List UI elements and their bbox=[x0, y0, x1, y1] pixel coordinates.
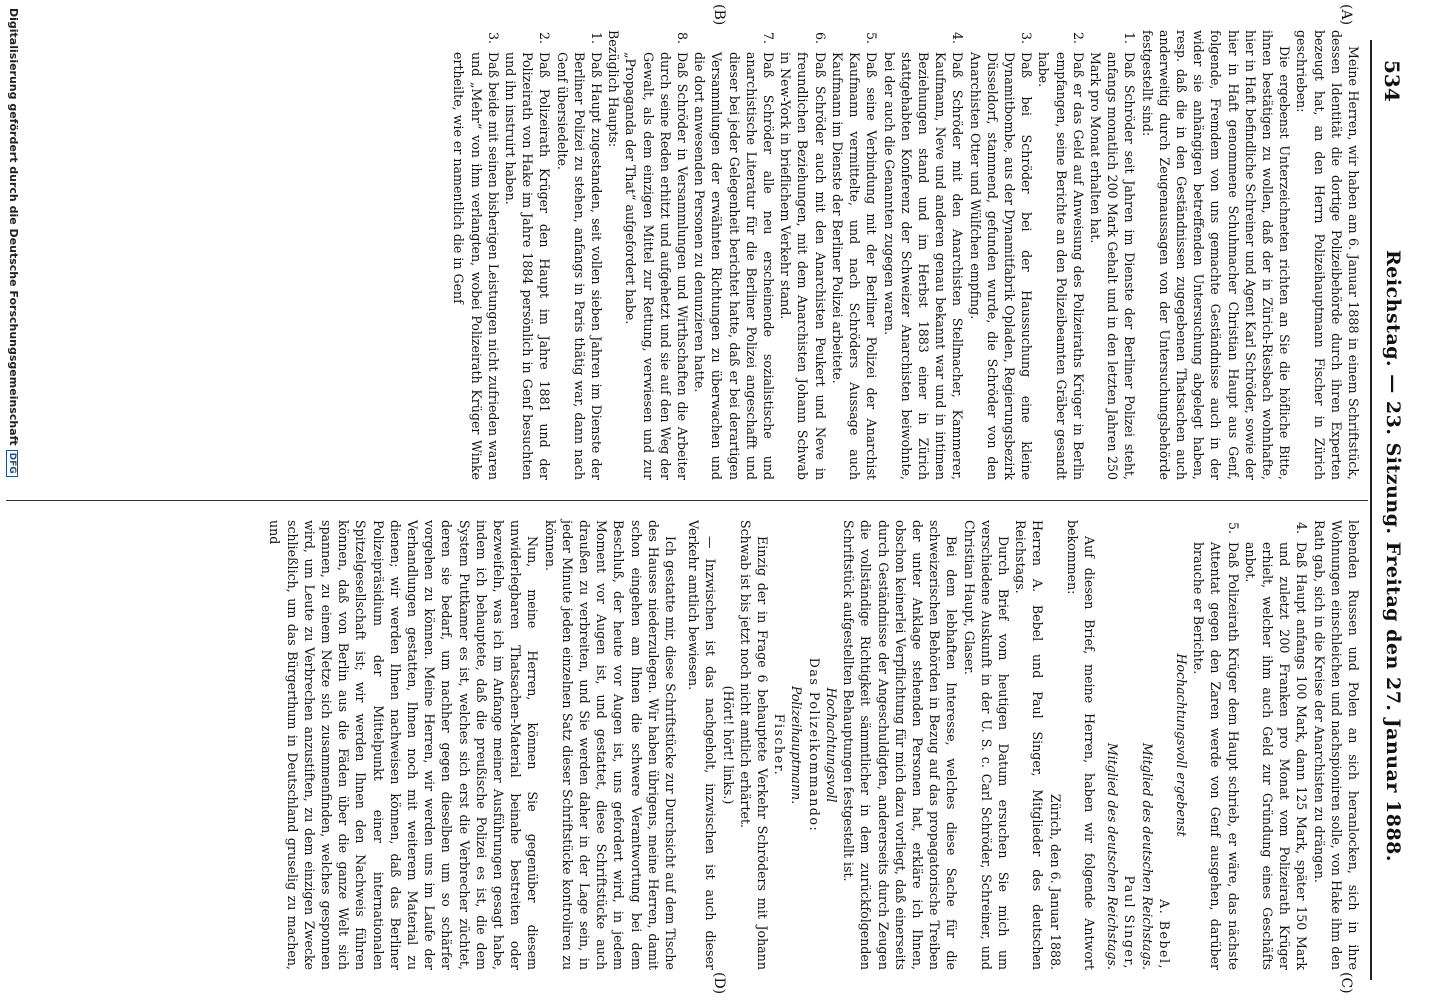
running-head: Reichstag. — 23. Sitzung. Freitag den 27. Januar 1888. bbox=[1382, 250, 1404, 863]
dfg-logo: DFG bbox=[6, 450, 18, 477]
list-item: 6. Daß Schröder auch mit den Anarchisten Peukert und Neve in freundlichen Beziehungen, mit dem Anarchisten Johann Schwab in New-York in brieflichem Verkehr stand. bbox=[778, 32, 828, 480]
list-item: 4. Daß Haupt anfangs 100 Mark, dann 125 Mark, später 150 Mark und zuletzt 200 Franken pro Monat vom Polizeirath Krüger erhielt, welcher ihm auch Geld zur Gründung eines Geschäfts anbot. bbox=[1242, 522, 1310, 970]
list-item: 5. Daß seine Verbindung mit der Berliner Polizei der Anarchist Kaufmann vermittelte, und nach Schröders Aussage auch Kaufmann im Dienste der Berliner Polizei arbeitete. bbox=[829, 32, 880, 480]
list-item: 7. Daß Schröder alle neu erscheinende sozialistische und anarchistische Literatur für die Berliner Polizei angeschafft und dieser bei jeder Gelegenheit berichtet hatte, daß er bei derartigen Versammlungen der erwähnten Richtungen zu überwachen und die dort anwesenden Personen zu denunzieren hatte. bbox=[692, 32, 777, 480]
digitization-credit-text: Digitalisierung gefördert durch die Deutsche Forschungsgemeinschaft bbox=[7, 8, 20, 446]
paragraph: Nun, meine Herren, können Sie gegenüber diesem unwiderlegbaren Thatsachen-Material beinahe bestreiten oder bezweifeln, was ich im Anfange meiner Ausführungen gesagt habe, indem ich behauptete, daß die preußische Polizei es ist, die dem System Puttkamer es ist, welches sich erst die Verbrecher züchtet, deren sie bedarf, um nachher gegen dieselben um so schärfer vorgehen zu können. Meine Herren, wir werden uns im Laufe der Verhandlungen gestatten, Ihnen noch mit weiterem Material zu dienen; wir werden Ihnen nachweisen können, daß das Berliner Polizeipräsidium der Mittelpunkt einer internationalen Spitzelgesellschaft ist; wir werden Ihnen den Nachweis führen können, daß von Berlin aus die Fäden über die ganze Welt sich spannen, zu einem Netze sich zusammenfinden, welches gesponnen wird, um Leute zu Verbrechen anzustiften, zu dem einzigen Zwecke schließlich, um das Bürgerthum in Deutschland gruselig zu machen, und bbox=[267, 520, 541, 970]
paragraph: Bei dem lebhaften Interesse, welches diese Sache für die schweizerischen Behörden in Bezug auf das propagatorische Treiben der unter Anklage stehenden Personen hat, erkläre ich Ihnen, obschon keinerlei Verpflichtung für mich dazu vorliegt, daß einerseits durch Geständnisse der Angeschuldigten, andererseits durch Zeugen die vollständige Richtigkeit sämmtlicher in dem zurückfolgenden Schriftstück aufgestellten Behauptungen festgestellt ist. bbox=[841, 520, 960, 970]
digitization-credit bbox=[6, 8, 20, 477]
margin-marker-a: (A) bbox=[1338, 4, 1354, 26]
paragraph: — Inzwischen ist das nachgeholt, inzwischen ist auch dieser Verkehr amtlich bewiesen. bbox=[686, 520, 719, 970]
paragraph: Ich gestatte mir, diese Schriftstücke zur Durchsicht auf dem Tische des Hauses niederzulegen. Wir haben übrigens, meine Herren, damit schon eingehen am Ihnen die schwere Verantwortung bei dem Beschluß, der heute vor Augen ist, uns gefordert wird, in jedem Moment vor Augen ist, und gestattet, diese Schriftstücke auch draußen zu verbreiten, und Sie werden daher in der Lage sein, in jeder Minute jeden einzelnen Satz dieser Schriftstücke kontroliren zu können. bbox=[542, 520, 679, 970]
margin-marker-b: (B) bbox=[711, 4, 727, 26]
paragraph: Durch Brief vom heutigen Datum ersuchen Sie mich um verschiedene Auskunft in der U. S. c. Carl Schröder, Schreiner, und Christian Haupt, Glaser. bbox=[961, 520, 1011, 970]
closing: Hochachtungsvoll ergebenst bbox=[1173, 653, 1189, 837]
right-column bbox=[266, 520, 1362, 970]
paragraph: lebenden Russen und Polen an sich heranlocken, sich in ihre Wohnungen einschleichen und nachspioniren solle, von Hake ihm den Rath gab, sich in die Kreise der Anarchisten zu drängen. bbox=[1311, 520, 1361, 970]
list-item: 3. Daß beide mit seinen bisherigen Leistungen nicht zufrieden waren und „Mehr“ von ihm verlangten, wobei Polizeirath Krüger Winke ertheilte, wie er namentlich die in Genf bbox=[451, 32, 501, 480]
signature-role: Mitglied des deutschen Reichstags. bbox=[1139, 742, 1155, 970]
signature: A. Bebel, bbox=[1156, 899, 1172, 970]
page-header bbox=[1374, 20, 1404, 980]
paragraph: Meine Herren, wir haben am 6. Januar 1888 in einem Schriftstück, dessen Identität die dortige Polizeibehörde durch ihren Experten bezeugt hat, an den Herrn Polizeihauptmann Fischer in Zürich geschrieben: bbox=[1294, 30, 1361, 480]
list-item: 2. Daß er das Geld auf Anweisung des Polizeiraths Krüger in Berlin empfangen, seine Berichte an den Polizeibeamten Gräber gesandt habe. bbox=[1036, 32, 1086, 480]
list-item: 2. Daß Polizeirath Krüger den Haupt im Jahre 1881 und der Polizeirath von Hake im Jahre 1884 persönlich in Genf besuchten und ihn instruirt haben. bbox=[503, 32, 553, 480]
header-rule bbox=[1370, 40, 1372, 980]
salutation: Herren A. Bebel und Paul Singer, Mitglieder des deutschen Reichstags. bbox=[1013, 520, 1046, 970]
signature-office: Das Polizeikommando: bbox=[806, 657, 822, 833]
paragraph: Einzig der in Frage 6 behauptete Verkehr Schröders mit Johann Schwab ist bis jetzt noch nicht amtlich erhärtet. bbox=[737, 520, 771, 970]
list-item: 1. Daß Haupt zugestanden, seit vollen sieben Jahren im Dienste der Berliner Polizei zu stehen, anfangs in Paris thätig war, dann nach Genf übersiedelte. bbox=[554, 32, 605, 480]
margin-marker-d: (D) bbox=[711, 972, 727, 995]
list-item: 4. Daß Schröder mit den Anarchisten Stellmacher, Kammerer, Kaufmann, Neve und anderen genau bekannt war und in intimen Beziehungen stand und im Herbst 1883 einer in Zürich stattgehabten Konferenz der Schweizer Anarchisten beiwohnte, bei der auch die Genannten zugegen waren. bbox=[881, 32, 966, 480]
list-item: 1. Daß Schröder seit Jahren im Dienste der Berliner Polizei steht, anfangs monatlich 200 Mark Gehalt und in den letzten Jahren 250 Mark pro Monat erhalten hat. bbox=[1087, 32, 1138, 480]
column-divider bbox=[6, 500, 1368, 501]
signature-role: Mitglied des deutschen Reichstags. bbox=[1105, 742, 1121, 970]
margin-marker-c: (C) bbox=[1338, 972, 1354, 994]
signature-role: Polizeihauptmann. bbox=[789, 685, 805, 805]
dateline: Zürich, den 6. Januar 1888. bbox=[1047, 793, 1063, 970]
paragraph: Die ergebenst Unterzeichneten richten an Sie die höfliche Bitte, ihnen bestätigen zu wollen, daß der in Zürich-Riesbach wohnhafte, hier in Haft befindliche Schreiner und Agent Karl Schröder, sowie der hier in Haft genommene Schuhmacher Christian Haupt aus Genf, folgende, Fremdem von uns gemachte Geständnisse auch in der wider sie anhängigen betreffenden Untersuchung abgelegt haben, resp. daß die in den Geständnissen zugegebenen Thatsachen auch anderweitig durch Zeugenaussagen von der Untersuchungsbehörde festgestellt sind: bbox=[1139, 30, 1293, 480]
list-item: 5. Daß Polizeirath Krüger dem Haupt schrieb, er wäre, das nächste Attentat gegen den Zaren werde von Genf ausgehen, darüber brauche er Berichte. bbox=[1191, 522, 1241, 970]
closing: Hochachtungsvoll bbox=[823, 687, 839, 803]
list-item: 8. Daß Schröder in Versammlungen und Wirthschaften die Arbeiter durch seine Reden erhitzt und aufgehetzt und sie auf den Weg der Gewalt, als dem einzigen Mittel zur Rettung, verwiesen und zur „Propaganda der That“ aufgefordert habe. bbox=[623, 32, 691, 480]
signature: Fischer. bbox=[772, 713, 788, 777]
left-column bbox=[450, 30, 1362, 480]
list-item: 3. Daß bei Schröder bei der Haussuchung eine kleine Dynamitbombe, aus der Dynamitfabrik Opladen, Regierungsbezirk Düsseldorf, stammend, gefunden wurde, die Schröder von den Anarchisten Otter und Wülfchen empfing. bbox=[967, 32, 1035, 480]
paragraph: Auf diesen Brief, meine Herren, haben wir folgende Antwort bekommen: bbox=[1064, 520, 1097, 970]
paragraph: Bezüglich Haupts: bbox=[606, 30, 622, 148]
interjection: (Hört! hört! links.) bbox=[720, 685, 736, 805]
signature: Paul Singer, bbox=[1122, 875, 1138, 970]
page-number: 534 bbox=[1380, 60, 1404, 102]
